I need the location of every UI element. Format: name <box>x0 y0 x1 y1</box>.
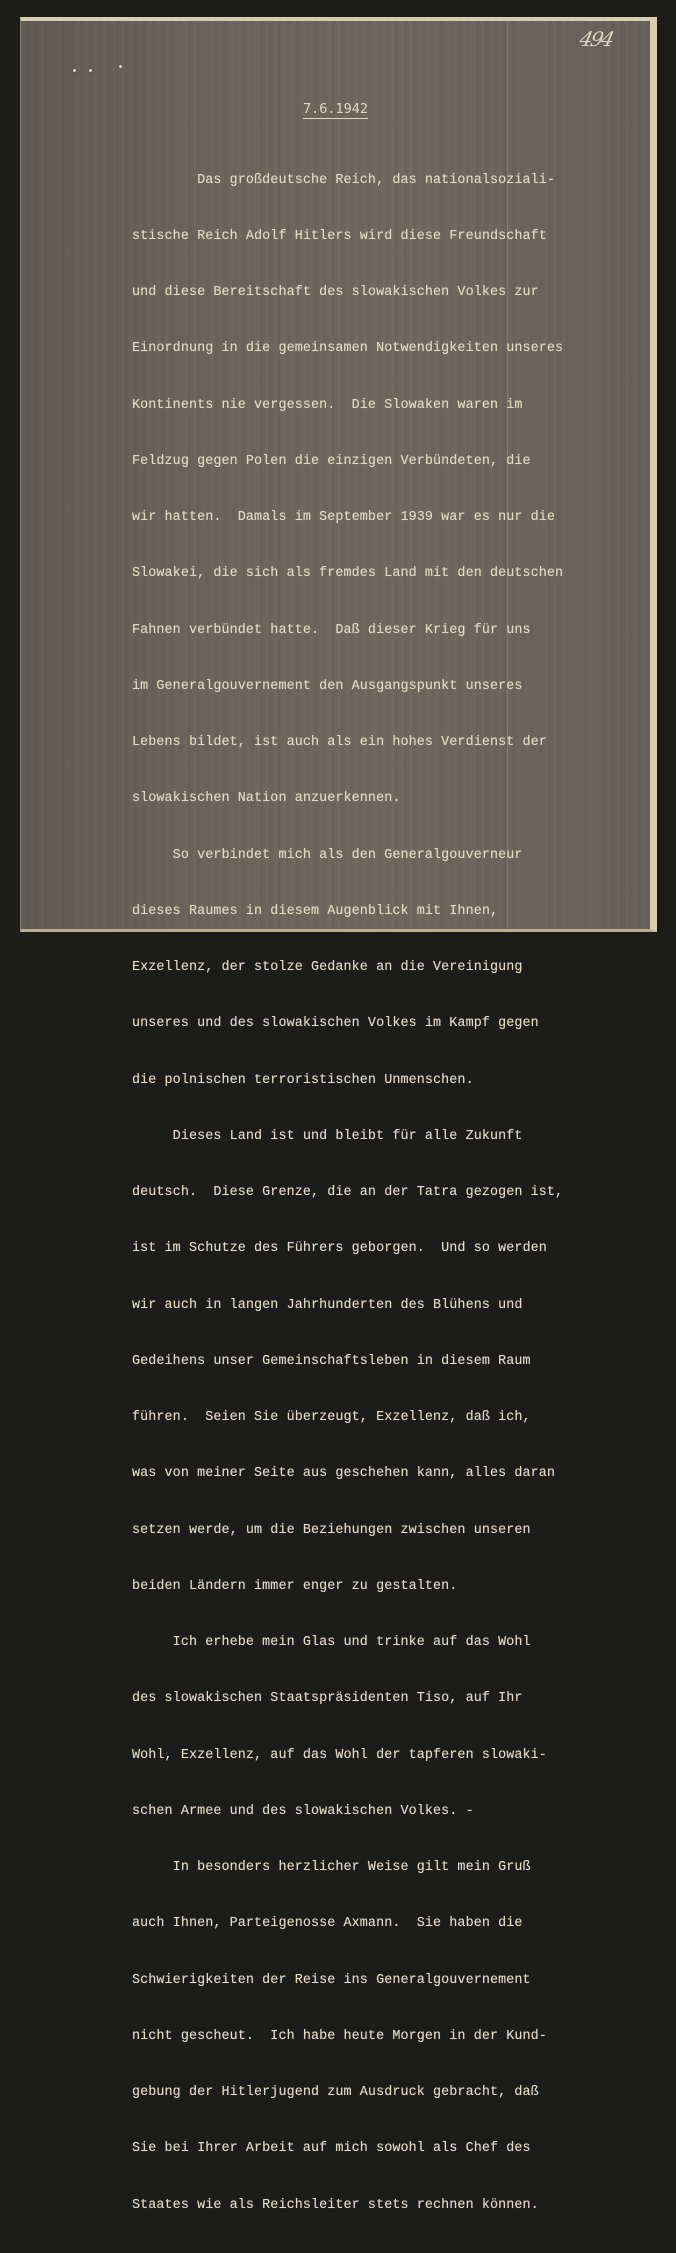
document-date <box>21 101 650 117</box>
document-body <box>132 134 652 2253</box>
text-line: des slowakischen Staatspräsidenten Tiso, auf Ihr <box>132 1691 523 1707</box>
text-line: Ich erhebe mein Glas und trinke auf das Wohl <box>132 1635 531 1650</box>
text-line: Fahnen verbündet hatte. Daß dieser Krieg für uns <box>132 622 531 638</box>
text-line: nicht gescheut. Ich habe heute Morgen in der Kund- <box>132 2028 547 2044</box>
text-line: Dieses Land ist und bleibt für alle Zukunft <box>132 1128 523 1144</box>
text-line: Gedeihens unser Gemeinschaftsleben in diesem Raum <box>132 1353 531 1369</box>
text-line: Wohl, Exzellenz, auf das Wohl der tapferen slowaki- <box>132 1747 547 1763</box>
text-line: Schwierigkeiten der Reise ins Generalgouvernement <box>132 1972 531 1988</box>
text-line: ist im Schutze des Führers geborgen. Und so werden <box>132 1241 547 1257</box>
handwritten-page-number: 494 <box>577 27 615 51</box>
text-line: beiden Ländern immer enger zu gestalten. <box>132 1578 458 1594</box>
text-line: Das großdeutsche Reich, das nationalsoziali- <box>132 172 556 188</box>
text-line: führen. Seien Sie überzeugt, Exzellenz, daß ich, <box>132 1410 531 1425</box>
text-line: was von meiner Seite aus geschehen kann, alles daran <box>132 1466 556 1482</box>
text-line: schen Armee und des slowakischen Volkes. - <box>132 1803 474 1819</box>
text-line: So verbindet mich als den Generalgouverneur <box>132 847 523 863</box>
text-line: Sie bei Ihrer Arbeit auf mich sowohl als Chef des <box>132 2141 531 2157</box>
text-line: stische Reich Adolf Hitlers wird diese Freundschaft <box>132 228 547 244</box>
text-line: auch Ihnen, Parteigenosse Axmann. Sie haben die <box>132 1916 523 1932</box>
text-line: setzen werde, um die Beziehungen zwischen unseren <box>132 1522 531 1538</box>
text-line: und diese Bereitschaft des slowakischen Volkes zur <box>132 285 539 300</box>
text-line: In besonders herzlicher Weise gilt mein Gruß <box>132 1860 531 1875</box>
text-line: gebung der Hitlerjugend zum Ausdruck gebracht, daß <box>132 2085 539 2100</box>
text-line: wir auch in langen Jahrhunderten des Blühens und <box>132 1297 523 1313</box>
text-line: slowakischen Nation anzuerkennen. <box>132 791 401 807</box>
punch-marks <box>71 65 131 77</box>
text-line: Feldzug gegen Polen die einzigen Verbündeten, die <box>132 453 531 469</box>
text-line: Staates wie als Reichsleiter stets rechnen können. <box>132 2197 539 2213</box>
text-line: Slowakei, die sich als fremdes Land mit den deutschen <box>132 566 564 582</box>
text-line: deutsch. Diese Grenze, die an der Tatra gezogen ist, <box>132 1185 564 1200</box>
text-line: Lebens bildet, ist auch als ein hohes Verdienst der <box>132 735 547 750</box>
text-line: Einordnung in die gemeinsamen Notwendigkeiten unseres <box>132 341 564 357</box>
date-heading: 7.6.1942 <box>302 101 369 117</box>
text-line: die polnischen terroristischen Unmenschen. <box>132 1072 474 1088</box>
text-line: wir hatten. Damals im September 1939 war es nur die <box>132 510 556 525</box>
text-line: im Generalgouvernement den Ausgangspunkt unseres <box>132 678 523 694</box>
text-line: Kontinents nie vergessen. Die Slowaken waren im <box>132 397 523 413</box>
typewritten-page <box>20 17 657 2213</box>
text-line: unseres und des slowakischen Volkes im Kampf gegen <box>132 1016 539 1032</box>
text-line: Exzellenz, der stolze Gedanke an die Vereinigung <box>132 960 523 975</box>
text-line: dieses Raumes in diesem Augenblick mit Ihnen, <box>132 903 499 919</box>
